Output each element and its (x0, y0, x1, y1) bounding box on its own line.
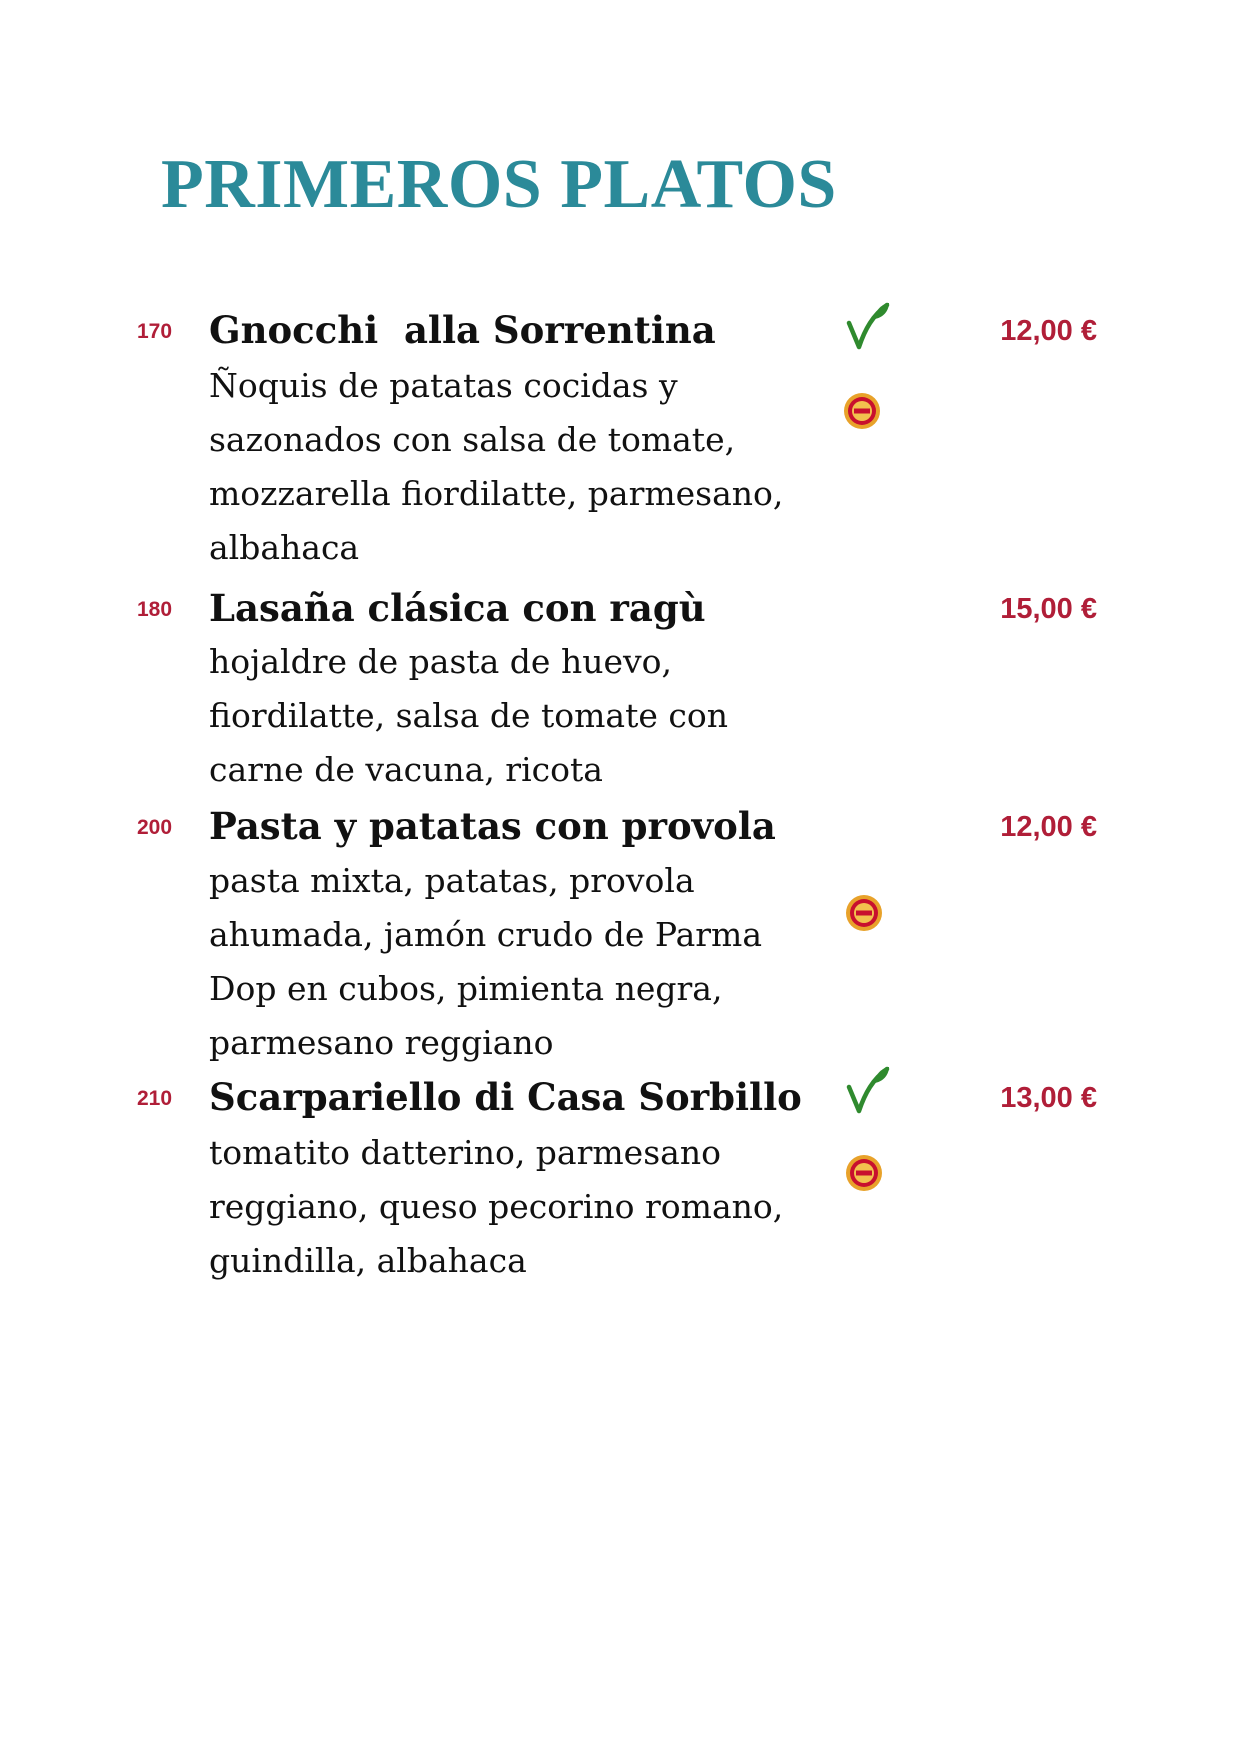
description-line: hojaldre de pasta de huevo, (209, 642, 672, 681)
description-line: reggiano, queso pecorino romano, (209, 1187, 784, 1226)
item-number: 210 (137, 1087, 173, 1110)
item-description (209, 635, 728, 797)
vegetarian-icon (845, 1065, 891, 1119)
dop-badge-icon (845, 894, 883, 932)
item-description (209, 359, 783, 575)
item-number: 200 (137, 816, 173, 839)
item-name: Lasaña clásica con ragù (209, 586, 706, 630)
item-price: 15,00 € (1000, 593, 1097, 625)
item-name: Gnocchi alla Sorrentina (209, 308, 716, 352)
item-name: Scarpariello di Casa Sorbillo (209, 1075, 802, 1119)
description-line: Dop en cubos, pimienta negra, (209, 969, 723, 1008)
description-line: carne de vacuna, ricota (209, 750, 603, 789)
description-line: guindilla, albahaca (209, 1241, 527, 1280)
description-line: fiordilatte, salsa de tomate con (209, 696, 728, 735)
description-line: pasta mixta, patatas, provola (209, 861, 695, 900)
item-price: 13,00 € (1000, 1082, 1097, 1114)
description-line: mozzarella fiordilatte, parmesano, (209, 474, 784, 513)
item-price: 12,00 € (1000, 315, 1097, 347)
dop-badge-icon (845, 1154, 883, 1192)
item-description (209, 1126, 783, 1288)
description-line: ahumada, jamón crudo de Parma (209, 915, 763, 954)
item-description (209, 854, 762, 1070)
page-title: PRIMEROS PLATOS (161, 146, 837, 223)
description-line: tomatito datterino, parmesano (209, 1133, 721, 1172)
vegetarian-icon (845, 301, 891, 355)
description-line: parmesano reggiano (209, 1023, 554, 1062)
item-number: 180 (137, 598, 173, 621)
item-price: 12,00 € (1000, 811, 1097, 843)
description-line: Ñoquis de patatas cocidas y (209, 366, 678, 405)
description-line: sazonados con salsa de tomate, (209, 420, 736, 459)
item-number: 170 (137, 320, 173, 343)
item-name: Pasta y patatas con provola (209, 804, 776, 848)
dop-badge-icon (843, 392, 881, 430)
description-line: albahaca (209, 528, 360, 567)
